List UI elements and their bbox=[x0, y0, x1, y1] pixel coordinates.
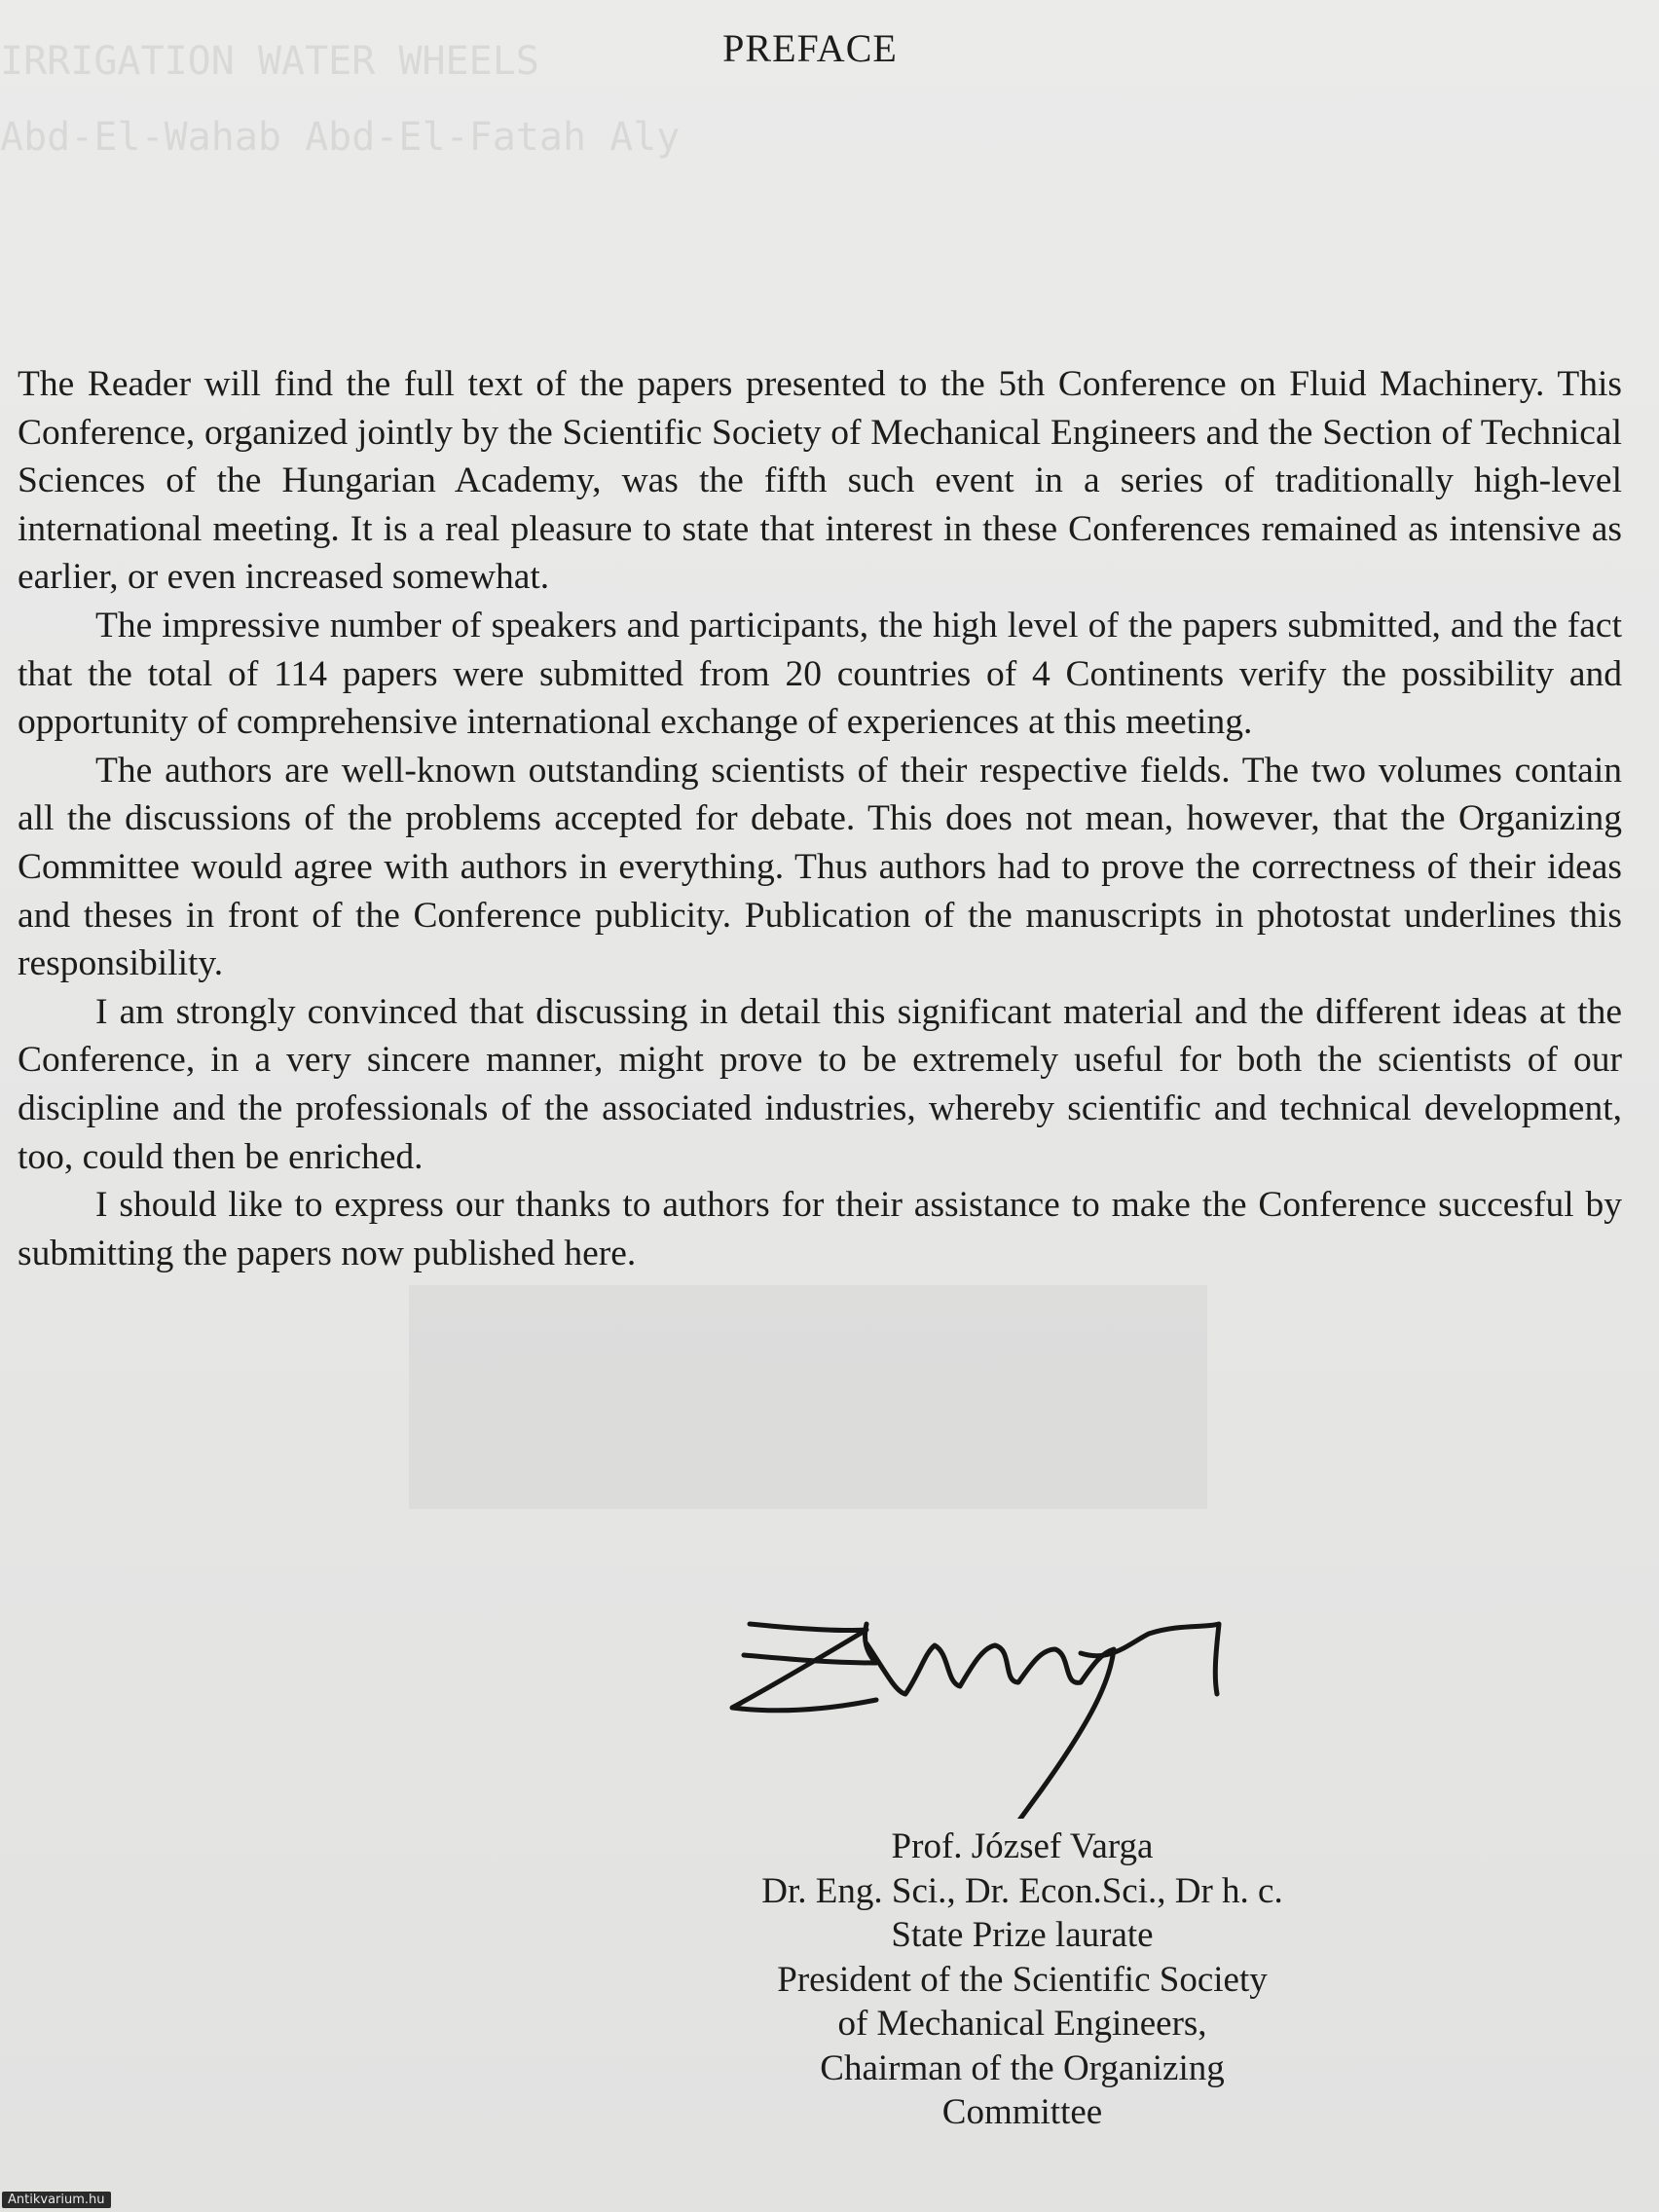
paragraph: I should like to express our thanks to authors for their assistance to make the Conference succesful by submitting the papers now published here. bbox=[18, 1185, 1622, 1273]
preface-body bbox=[18, 360, 1622, 1277]
signatory-degrees: Dr. Eng. Sci., Dr. Econ.Sci., Dr h. c. bbox=[761, 1870, 1283, 1911]
paragraph: The Reader will find the full text of the papers presented to the 5th Conference on Fluid Machinery. This Conference, organized jointly by the Scientific Society of Mechanical Engineers and the Section of Technical Sciences of the Hungarian Academy, was the fifth such event in a series of traditionally high-level international meeting. It is a real pleasure to state that interest in these Conferences remained as intensive as earlier, or even increased somewhat. bbox=[18, 364, 1622, 598]
signatory-role: Committee bbox=[941, 2092, 1103, 2132]
paragraph: I am strongly convinced that discussing in detail this significant material and the different ideas at the Conference, in a very sincere manner, might prove to be extremely useful for both the scientists of our discipline and the professionals of the associated industries, whereby scientific and technical development, too, could then be enriched. bbox=[18, 991, 1622, 1177]
bleed-through-figure bbox=[409, 1285, 1207, 1509]
handwritten-signature bbox=[720, 1585, 1305, 1819]
paragraph: The authors are well-known outstanding scientists of their respective fields. The two volumes contain all the discussions of the problems accepted for debate. This does not mean, however, that the Organizing Committee would agree with authors in everything. Thus authors had to prove the correctness of their ideas and theses in front of the Conference publicity. Publication of the manuscripts in photostat underlines this responsibility. bbox=[18, 750, 1622, 984]
watermark-badge: Antikvarium.hu bbox=[2, 2192, 111, 2208]
signatory-block bbox=[623, 1825, 1421, 2135]
paragraph: The impressive number of speakers and participants, the high level of the papers submitted, and the fact that the total of 114 papers were submitted from 20 countries of 4 Continents verify the possibility and opportunity of comprehensive international exchange of experiences at this meeting. bbox=[18, 605, 1622, 743]
signatory-award: State Prize laurate bbox=[891, 1915, 1154, 1955]
signatory-role: of Mechanical Engineers, bbox=[837, 2004, 1207, 2044]
signatory-role: President of the Scientific Society bbox=[777, 1959, 1268, 2000]
signatory-name: Prof. József Varga bbox=[891, 1826, 1154, 1866]
page-title: PREFACE bbox=[722, 26, 898, 70]
bleed-through-text: Abd-El-Wahab Abd-El-Fatah Aly bbox=[0, 115, 681, 160]
bleed-through-text: IRRIGATION WATER WHEELS bbox=[0, 39, 539, 84]
signatory-role: Chairman of the Organizing bbox=[820, 2047, 1225, 2088]
